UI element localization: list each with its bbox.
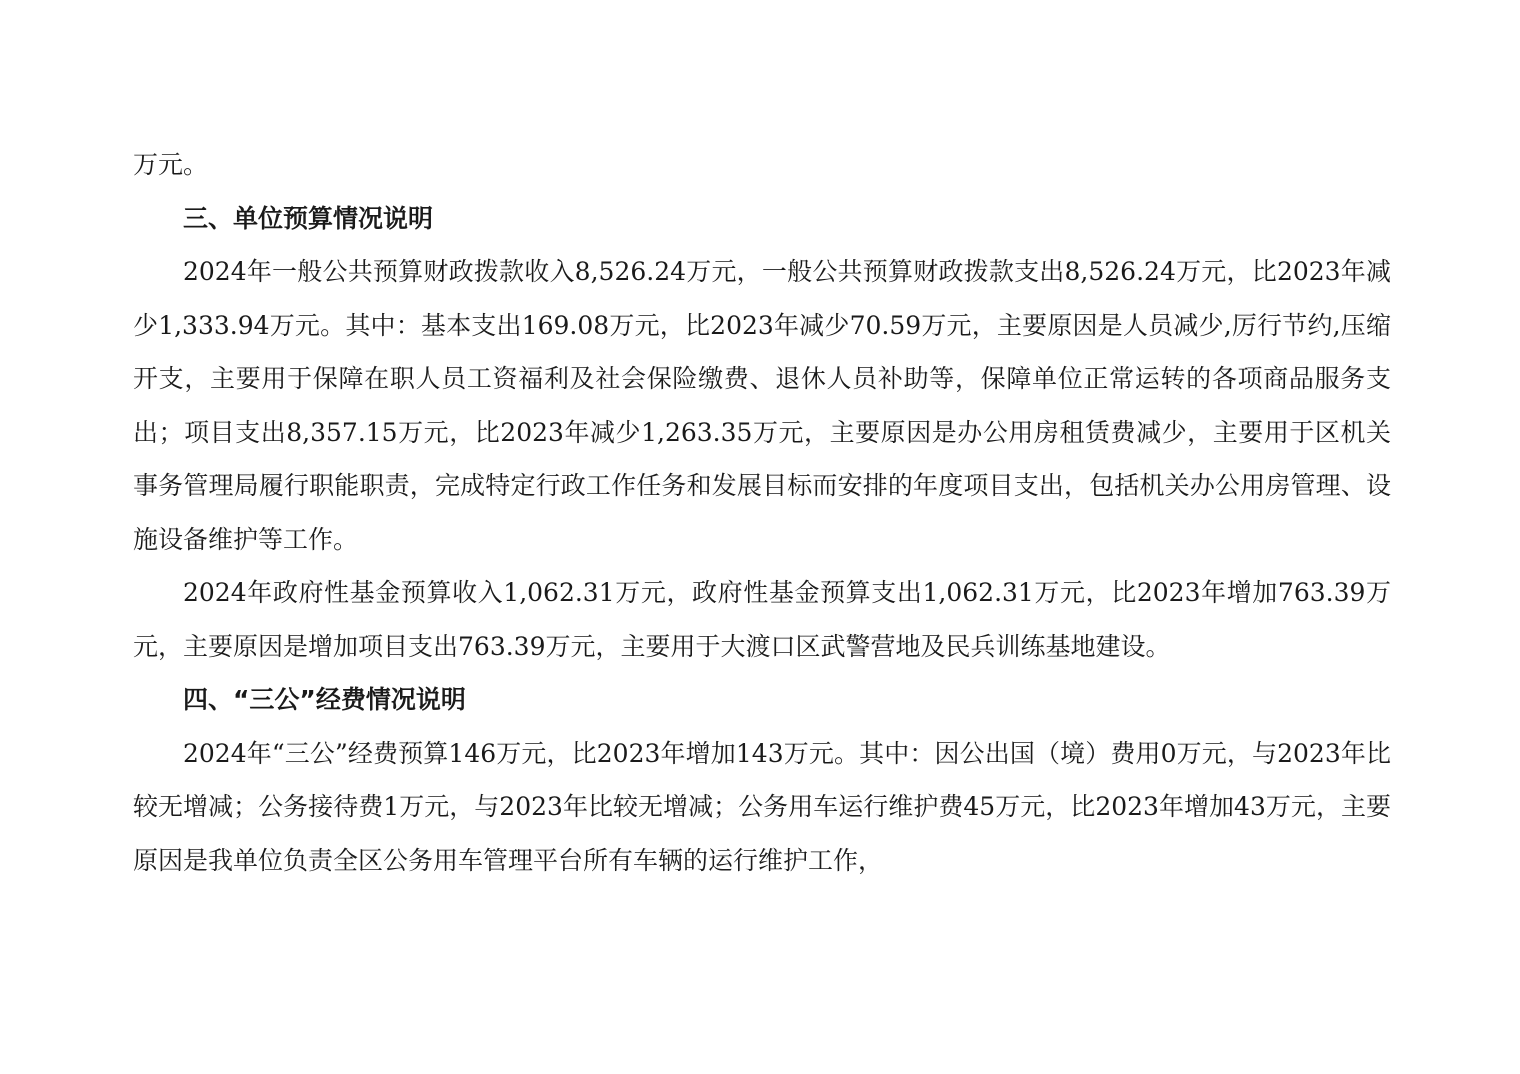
section-4-heading: 四、“三公”经费情况说明 <box>183 685 466 714</box>
section-3-heading: 三、单位预算情况说明 <box>183 203 434 233</box>
continuation-text: 万元。 <box>133 150 209 179</box>
document-page <box>133 138 1391 887</box>
section-3-paragraph-1: 2024年一般公共预算财政拨款收入8,526.24万元，一般公共预算财政拨款支出8,526.24万元，比2023年减少1,333.94万元。其中：基本支出169.08万元，比2023年减少70.59万元，主要原因是人员减少,厉行节约,压缩开支，主要用于保障在职人员工资福利及社会保险缴费、退休人员补助等，保障单位正常运转的各项商品服务支出；项目支出8,357.15万元，比2023年减少1,263.35万元，主要原因是办公用房租赁费减少，主要用于区机关事务管理局履行职能职责，完成特定行政工作任务和发展目标而安排的年度项目支出，包括机关办公用房管理、设施设备维护等工作。 <box>133 257 1391 554</box>
section-4-paragraph-1: 2024年“三公”经费预算146万元，比2023年增加143万元。其中：因公出国（境）费用0万元，与2023年比较无增减；公务接待费1万元，与2023年比较无增减；公务用车运行维护费45万元，比2023年增加43万元，主要原因是我单位负责全区公务用车管理平台所有车辆的运行维护工作， <box>133 738 1391 875</box>
section-3-paragraph-2: 2024年政府性基金预算收入1,062.31万元，政府性基金预算支出1,062.31万元，比2023年增加763.39万元，主要原因是增加项目支出763.39万元，主要用于大渡口区武警营地及民兵训练基地建设。 <box>133 578 1391 661</box>
